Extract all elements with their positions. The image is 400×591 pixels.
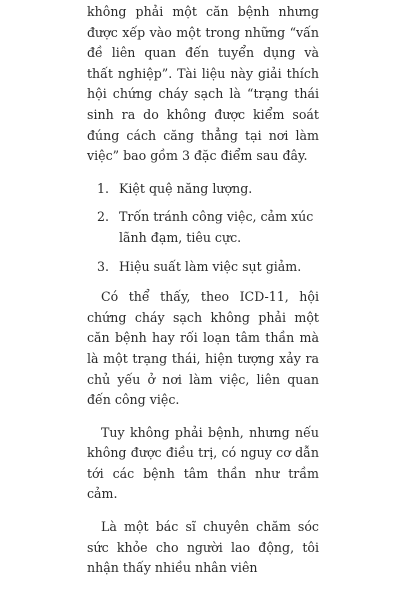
- list-item-text: Trốn tránh công việc, cảm xúc lãnh đạm, tiêu cực.: [119, 209, 314, 245]
- list-number: 2.: [97, 209, 110, 225]
- list-item-text: Kiệt quệ năng lượng.: [119, 180, 253, 196]
- paragraph-risk: Tuy không phải bệnh, nhưng nếu không được điều trị, có nguy cơ dẫn tới các bệnh tâm thần như trầm cảm.: [87, 424, 319, 502]
- list-item: [87, 179, 319, 200]
- characteristics-list: [87, 179, 319, 277]
- list-item: [87, 257, 319, 278]
- paragraph-icd11: Có thể thấy, theo ICD-11, hội chứng cháy sạch không phải một căn bệnh hay rối loạn tâm thần mà là một trạng thái, hiện tượng xảy ra chủ yếu ở nơi làm việc, liên quan đến công việc.: [87, 289, 319, 408]
- body-text: [87, 2, 319, 591]
- list-number: 3.: [97, 258, 110, 274]
- list-number: 1.: [97, 180, 110, 196]
- paragraph-doctor: Là một bác sĩ chuyên chăm sóc sức khỏe cho người lao động, tôi nhận thấy nhiều nhân viên: [87, 519, 319, 576]
- paragraph-intro: không phải một căn bệnh nhưng được xếp vào một trong những “vấn đề liên quan đến tuyển dụng và thất nghiệp”. Tài liệu này giải thích hội chứng cháy sạch là “trạng thái sinh ra do không được kiểm soát đúng cách căng thẳng tại nơi làm việc” bao gồm 3 đặc điểm sau đây.: [87, 4, 319, 164]
- list-item: [87, 207, 319, 248]
- list-item-text: Hiệu suất làm việc sụt giảm.: [119, 258, 302, 274]
